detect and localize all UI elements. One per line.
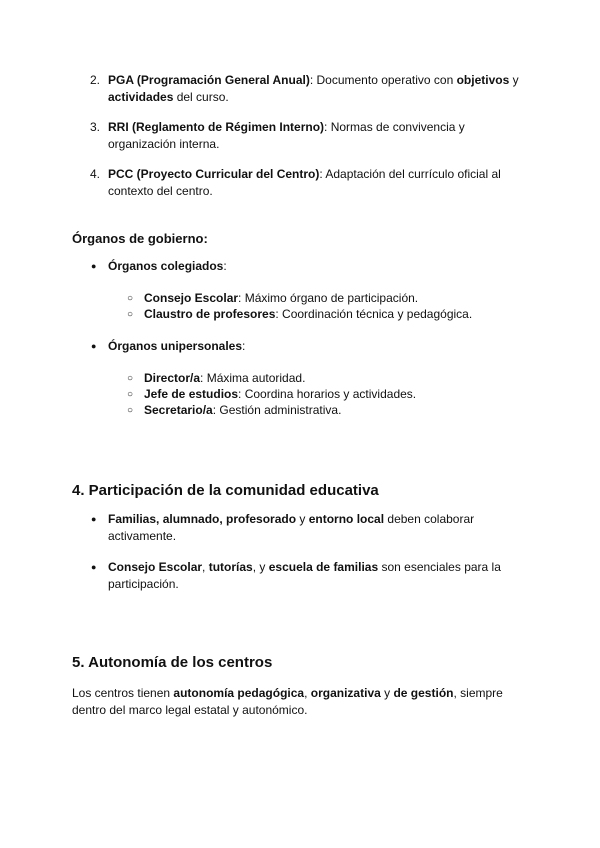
plan-list-item	[0, 119, 600, 153]
sub-bullet-item: ○ Secretario/a: Gestión administrativa.	[127, 403, 342, 417]
list-item-text: PGA (Programación General Anual): Documento operativo con objetivos y actividades del curso.	[108, 73, 519, 104]
gobierno-heading: Órganos de gobierno:	[72, 231, 208, 246]
list-item-text: PCC (Proyecto Curricular del Centro): Adaptación del currículo oficial al contexto del centro.	[108, 167, 501, 198]
bullet-item: ● Familias, alumnado, profesorado y entorno local deben colaborar activamente.	[91, 512, 475, 543]
bullet-filled-icon: ●	[91, 514, 97, 524]
bullet-hollow-icon: ○	[127, 373, 134, 384]
bullet-item-colegiados: ● Órganos colegiados:	[91, 259, 227, 273]
list-item-text: RRI (Reglamento de Régimen Interno): Normas de convivencia y organización interna.	[108, 120, 465, 151]
section-5-paragraph: Los centros tienen autonomía pedagógica, organizativa y de gestión, siempre dentro del marco legal estatal y autonómico.	[72, 686, 503, 717]
bullet-hollow-icon: ○	[127, 293, 134, 304]
list-number: 3.	[90, 120, 101, 134]
sub-bullet-item: ○ Jefe de estudios: Coordina horarios y actividades.	[127, 387, 417, 401]
bullet-hollow-icon: ○	[127, 309, 134, 320]
sub-bullet-item: ○ Director/a: Máxima autoridad.	[127, 371, 306, 385]
bullet-filled-icon: ●	[91, 562, 97, 572]
section-5-title: 5. Autonomía de los centros	[72, 654, 273, 671]
sub-bullet-item: ○ Claustro de profesores: Coordinación técnica y pedagógica.	[127, 307, 473, 321]
bullet-hollow-icon: ○	[127, 405, 134, 416]
section-4-title: 4. Participación de la comunidad educativa	[72, 482, 379, 499]
bullet-item: ● Consejo Escolar, tutorías, y escuela de familias son esenciales para la participación.	[91, 560, 501, 591]
bullet-item-unipersonales: ● Órganos unipersonales:	[91, 339, 246, 353]
term-pga: PGA (Programación General Anual)	[108, 73, 310, 87]
bullet-filled-icon: ●	[91, 341, 97, 351]
bullet-hollow-icon: ○	[127, 389, 134, 400]
bullet-filled-icon: ●	[91, 261, 97, 271]
list-number: 2.	[90, 73, 101, 87]
plan-list-item	[0, 72, 600, 106]
term-pcc: PCC (Proyecto Curricular del Centro)	[108, 167, 320, 181]
sub-bullet-item: ○ Consejo Escolar: Máximo órgano de participación.	[127, 291, 419, 305]
term-rri: RRI (Reglamento de Régimen Interno)	[108, 120, 325, 134]
plan-list-item	[0, 166, 600, 200]
list-number: 4.	[90, 167, 101, 181]
